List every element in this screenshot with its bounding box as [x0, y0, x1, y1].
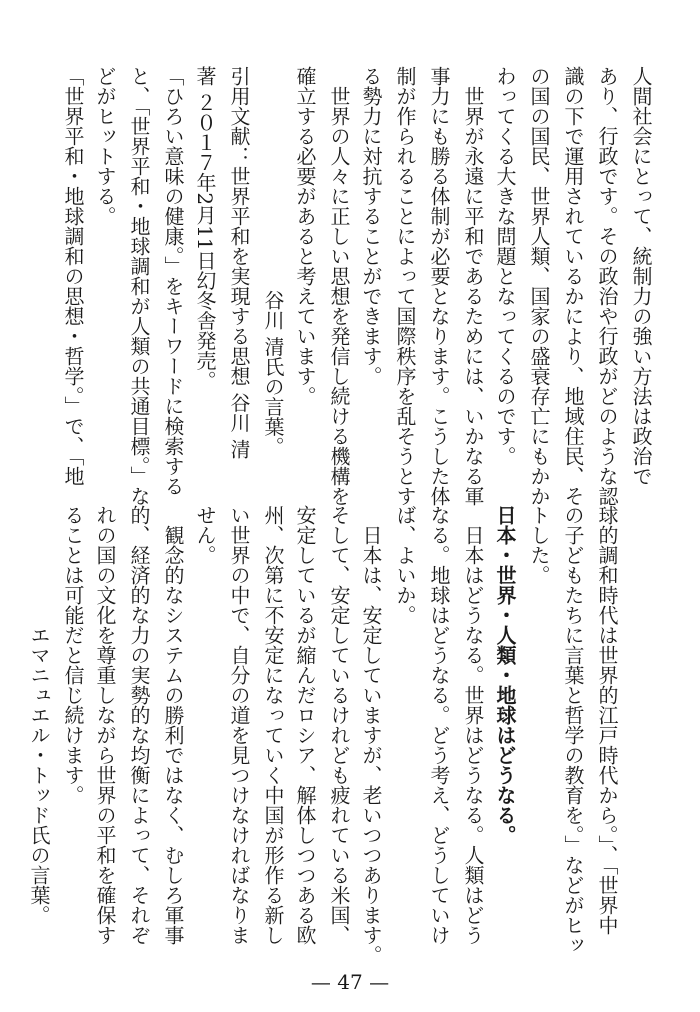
upper-line-11: 確立する必要があると考えています。 [293, 66, 317, 406]
lower-line-1: 球的調和時代は世界的江戸時代から。」、「世界中 [595, 505, 619, 935]
lower-line-3: トした。 [527, 505, 551, 585]
lower-line-15: 的、経済的な力の実勢的な均衡によって、それぞ [127, 505, 151, 945]
upper-line-12: 谷川 清氏の言葉。 [261, 290, 285, 457]
upper-line-10: 世界の人々に正しい思想を発信し続ける機構を [327, 86, 351, 506]
lower-line-8: 日本は、安定していますが、老いつつあります。 [359, 525, 383, 965]
upper-line-4: の国の国民、世界人類、国家の盛衰存亡にもかか [527, 66, 551, 506]
lower-line-2: の子どもたちに言葉と哲学の教育を。」などがヒッ [561, 505, 585, 955]
lower-line-13: せん。 [193, 505, 217, 565]
upper-line-8: 制が作られることによって国際秩序を乱そうとす [393, 66, 417, 506]
upper-line-3: 識の下で運用されているかにより、地域住民、そ [561, 66, 585, 506]
lower-line-17: ることは可能だと信じ続けます。 [61, 505, 85, 805]
upper-line-18: 「世界平和・地球調和の思想・哲学。」で、「地 [61, 66, 85, 486]
upper-line-9: る勢力に対抗することができます。 [359, 66, 383, 386]
lower-line-6: なる。地球はどうなる。どう考え、どうしていけ [427, 505, 451, 945]
upper-line-14: 著 ２０１７年2月11日幻冬舎発売。 [193, 66, 217, 391]
lower-heading: 日本・世界・人類・地球はどうなる。 [493, 505, 517, 845]
lower-line-12: い世界の中で、自分の道を見つけなければなりま [227, 505, 251, 945]
upper-line-16: と、「世界平和・地球調和が人類の共通目標。」な [127, 66, 151, 506]
lower-line-16: れの国の文化を尊重しながら世界の平和を確保す [93, 505, 117, 945]
lower-attribution: エマニュエル・トッド氏の言葉。 [27, 625, 51, 925]
upper-line-7: 事力にも勝る体制が必要となります。こうした体 [427, 66, 451, 506]
upper-line-17: どがヒットする。 [93, 66, 117, 226]
upper-line-13: 引用文献：世界平和を実現する思想 谷川 清 [227, 66, 251, 459]
upper-line-5: わってくる大きな問題となってくるのです。 [493, 66, 517, 466]
lower-line-14: 観念的なシステムの勝利ではなく、むしろ軍事 [161, 525, 185, 945]
upper-line-1: 人間社会にとって、統制力の強い方法は政治で [629, 66, 653, 486]
lower-line-7: ば、よいか。 [393, 505, 417, 625]
lower-line-9: そして、安定しているけれども疲れている米国、 [327, 505, 351, 945]
page-number: — 47 — [310, 970, 390, 994]
lower-line-11: 州、次第に不安定になっていく中国が形作る新し [261, 505, 285, 945]
upper-line-2: あり、行政です。その政治や行政がどのような認 [595, 66, 619, 506]
upper-line-6: 世界が永遠に平和であるためには、いかなる軍 [461, 86, 485, 506]
lower-line-10: 安定しているが縮んだロシア、解体しつつある欧 [293, 505, 317, 945]
lower-line-5: 日本はどうなる。世界はどうなる。人類はどう [461, 525, 485, 945]
upper-line-15: 「ひろい意味の健康。」をキーワードに検索する [161, 66, 185, 496]
